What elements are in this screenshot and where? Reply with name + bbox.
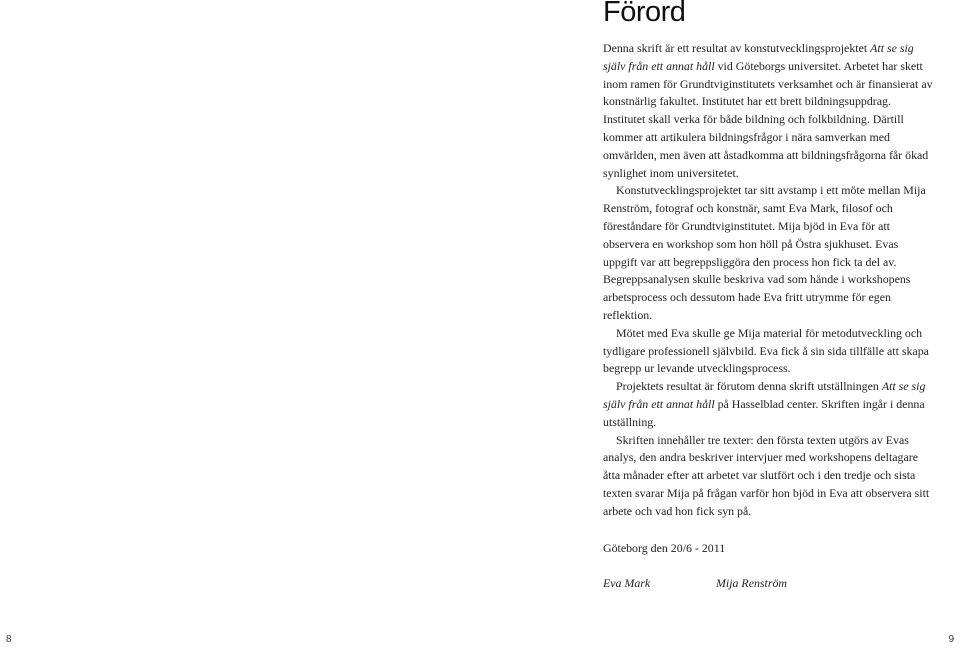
paragraph-text: Mötet med Eva skulle ge Mija material för metodutveckling och tydligare professionell självbild. Eva fick å sin sida tillfälle att skapa begrepp ur levande utvecklingsprocess.	[603, 325, 929, 376]
paragraph-text: Projektets resultat är förutom denna skrift utställningen	[616, 379, 882, 394]
paragraph-text: på Hasselblad center. Skriften ingår i denna utställning.	[603, 396, 925, 429]
paragraph	[603, 182, 933, 324]
paragraph-text: Skriften innehåller tre texter: den första texten utgörs av Evas analys, den andra beskriver intervjuer med workshopens deltagare åtta månader efter att arbetet var slutfört och i den tredje och sista texten svarar Mija på frågan varför hon bjöd in Eva att observera sitt arbete och vad hon fick syn på.	[603, 432, 930, 518]
page-title: Förord	[603, 0, 686, 28]
italic-title-text: Att se sig själv från ett annat håll	[603, 41, 914, 73]
signature-eva-mark: Eva Mark	[603, 576, 651, 590]
paragraph	[603, 432, 933, 521]
signature-mija-renstrom: Mija Renström	[716, 576, 788, 590]
preface-body	[603, 40, 933, 521]
paragraph-text: Konstutvecklingsprojektet tar sitt avstamp i ett möte mellan Mija Renström, fotograf och konstnär, samt Eva Mark, filosof och föreståndare för Grundtviginstitutet. Mija bjöd in Eva för att observera en workshop som hon höll på Östra sjukhuset. Evas uppgift var att begreppsliggöra den process hon fick ta del av. Begreppsanalysen skulle beskriva vad som hände i workshopens arbetsprocess och dessutom hade Eva fritt utrymme för egen reflektion.	[603, 183, 926, 322]
paragraph-text: Denna skrift är ett resultat av konstutvecklingsprojektet	[603, 41, 871, 55]
signatures	[603, 576, 788, 591]
page-number-left: 8	[6, 634, 12, 645]
paragraph	[603, 378, 933, 431]
dateline: Göteborg den 20/6 - 2011	[603, 541, 726, 555]
italic-title-text: Att se sig själv från ett annat håll	[603, 379, 926, 411]
page-number-right: 9	[948, 634, 954, 645]
paragraph	[603, 40, 933, 182]
paragraph-text: vid Göteborgs universitet. Arbetet har skett inom ramen för Grundtviginstitutets verksamhet och är finansierat av konstnärlig fakultet. Institutet har ett brett bildningsuppdrag. Institutet skall verka för både bildning och folkbildning. Därtill kommer att artikulera bildningsfrågor i nära samverkan med omvärlden, men även att åstadkomma att bildningsfrågorna får ökad synlighet inom universitetet.	[603, 58, 933, 180]
paragraph	[603, 325, 933, 378]
